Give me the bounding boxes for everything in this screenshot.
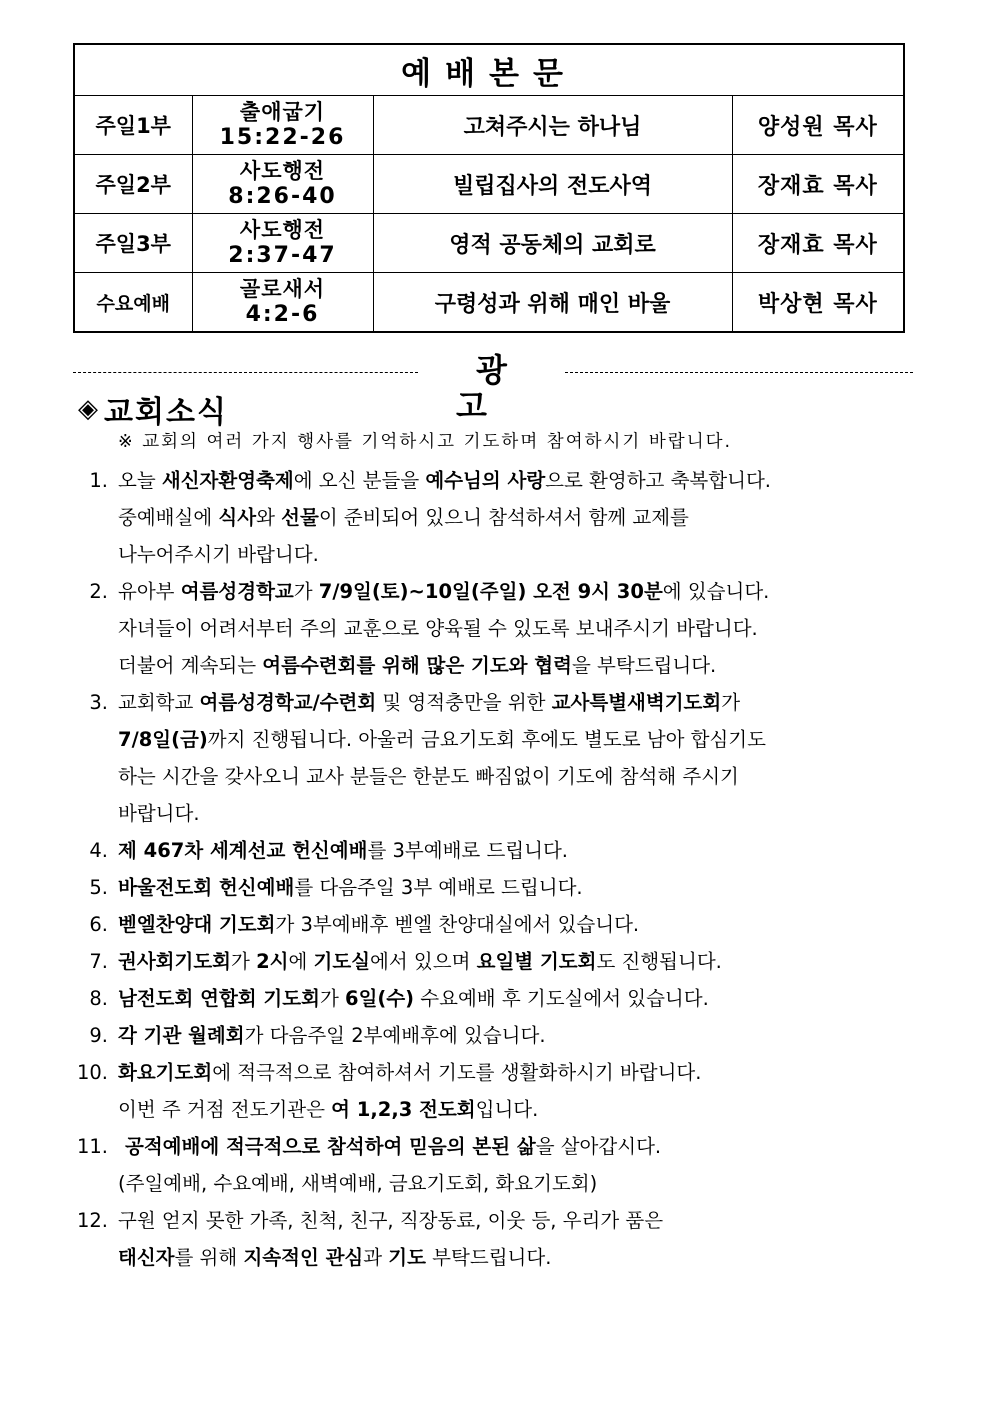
pastor-name: 양성원 목사 — [732, 96, 904, 155]
announcement-text: 화요기도회에 적극적으로 참여하셔서 기도를 생활화하시기 바랍니다. — [118, 1061, 702, 1084]
scripture — [192, 96, 373, 155]
announcement-number: 8. — [89, 987, 108, 1010]
announcement-text: 남전도회 연합회 기도회가 6일(수) 수요예배 후 기도실에서 있습니다. — [118, 987, 709, 1010]
announcement-text: 오늘 새신자환영축제에 오신 분들을 예수님의 사랑으로 환영하고 축복합니다. — [118, 469, 771, 492]
emphasis-text: 여름수련회를 위해 많은 기도와 협력 — [262, 654, 572, 677]
announcement-number: 5. — [89, 876, 108, 899]
emphasis-text: 벧엘찬양대 기도회 — [118, 913, 276, 936]
emphasis-text: 화요기도회 — [118, 1061, 213, 1084]
emphasis-text: 기도실 — [313, 950, 371, 973]
announcement-number: 3. — [89, 691, 108, 714]
scripture-ref: 8:26-40 — [228, 184, 337, 209]
scripture-book: 사도행전 — [239, 218, 326, 242]
emphasis-text: 예수님의 사랑 — [425, 469, 546, 492]
church-news-header — [78, 388, 228, 430]
announcement-line — [0, 499, 900, 536]
announcement-line — [0, 647, 900, 684]
sermon-title: 빌립집사의 전도사역 — [373, 155, 732, 214]
emphasis-text: 여 1,2,3 전도회 — [331, 1098, 476, 1121]
announcement-line — [0, 462, 900, 499]
emphasis-text: 공적예배에 적극적으로 참석하여 믿음의 본된 삶 — [125, 1135, 536, 1158]
announcement-text: 중예배실에 식사와 선물이 준비되어 있으니 참석하셔서 함께 교제를 — [118, 506, 689, 529]
announcement-list — [0, 462, 900, 1276]
emphasis-text: 6일(수) — [345, 987, 415, 1010]
emphasis-text: 여름성경학교/수련회 — [199, 691, 377, 714]
announcement-line — [0, 1017, 900, 1054]
pastor-name: 장재효 목사 — [732, 155, 904, 214]
announcement-text: 바울전도회 헌신예배를 다음주일 3부 예배로 드립니다. — [118, 876, 583, 899]
announcement-text: 각 기관 월례회가 다음주일 2부예배후에 있습니다. — [118, 1024, 546, 1047]
pastor-name: 박상현 목사 — [732, 273, 904, 333]
emphasis-text: 여름성경학교 — [180, 580, 294, 603]
advertisement-heading: 광고 — [456, 351, 547, 425]
service-name: 수요예배 — [74, 273, 192, 333]
sermon-row — [74, 155, 904, 214]
scripture — [192, 155, 373, 214]
announcement-number: 9. — [89, 1024, 108, 1047]
emphasis-text: 식사 — [218, 506, 257, 529]
announcement-number: 1. — [89, 469, 108, 492]
announcement-text: 태신자를 위해 지속적인 관심과 기도 부탁드립니다. — [118, 1246, 552, 1269]
church-news-title: 교회소식 — [104, 395, 228, 430]
emphasis-text: 기도 — [388, 1246, 426, 1269]
announcement-text: 제 467차 세계선교 헌신예배를 3부예배로 드립니다. — [118, 839, 568, 862]
sermon-table — [73, 43, 905, 333]
emphasis-text: 권사회기도회 — [118, 950, 232, 973]
announcement-text: 자녀들이 어려서부터 주의 교훈으로 양육될 수 있도록 보내주시기 바랍니다. — [118, 617, 758, 640]
emphasis-text: 제 467차 세계선교 헌신예배 — [118, 839, 368, 862]
dashed-rule-right — [565, 372, 913, 373]
announcement-text: 유아부 여름성경학교가 7/9일(토)~10일(주일) 오전 9시 30분에 있습니다. — [118, 580, 770, 603]
announcement-text: 교회학교 여름성경학교/수련회 및 영적충만을 위한 교사특별새벽기도회가 — [118, 691, 741, 714]
announcement-line — [0, 758, 900, 795]
sermon-row — [74, 214, 904, 273]
emphasis-text: 남전도회 연합회 기도회 — [118, 987, 320, 1010]
announcement-line — [0, 610, 900, 647]
announcement-line — [0, 906, 900, 943]
sermon-title: 구령성과 위해 매인 바울 — [373, 273, 732, 333]
emphasis-text: 지속적인 관심 — [243, 1246, 364, 1269]
announcement-line — [0, 721, 900, 758]
announcement-text: 더불어 계속되는 여름수련회를 위해 많은 기도와 협력을 부탁드립니다. — [118, 654, 717, 677]
emphasis-text: 요일별 기도회 — [476, 950, 597, 973]
announcement-line — [0, 684, 900, 721]
scripture — [192, 214, 373, 273]
service-name: 주일3부 — [74, 214, 192, 273]
announcement-number: 7. — [89, 950, 108, 973]
announcement-line — [0, 943, 900, 980]
sermon-table-title: 예배본문 — [74, 44, 904, 96]
sermon-title: 영적 공동체의 교회로 — [373, 214, 732, 273]
scripture-ref: 4:2-6 — [245, 302, 320, 327]
announcement-line — [0, 536, 900, 573]
emphasis-text: 태신자 — [118, 1246, 175, 1269]
announcement-number: 6. — [89, 913, 108, 936]
scripture — [192, 273, 373, 333]
announcement-line — [0, 1239, 900, 1276]
announcement-number: 4. — [89, 839, 108, 862]
announcement-text: (주일예배, 수요예배, 새벽예배, 금요기도회, 화요기도회) — [118, 1172, 598, 1195]
announcement-text: 구원 얻지 못한 가족, 친척, 친구, 직장동료, 이웃 등, 우리가 품은 — [118, 1209, 664, 1232]
announcement-text: 이번 주 거점 전도기관은 여 1,2,3 전도회입니다. — [118, 1098, 539, 1121]
announcement-line — [0, 1091, 900, 1128]
announcement-line — [0, 1202, 900, 1239]
service-name: 주일2부 — [74, 155, 192, 214]
announcement-number: 10. — [76, 1061, 108, 1084]
announcement-number: 11. — [76, 1135, 108, 1158]
emphasis-text: 7/9일(토)~10일(주일) 오전 9시 30분 — [318, 580, 663, 603]
announcement-text: 권사회기도회가 2시에 기도실에서 있으며 요일별 기도회도 진행됩니다. — [118, 950, 722, 973]
announcement-text: 나누어주시기 바랍니다. — [118, 543, 319, 566]
announcement-line — [0, 832, 900, 869]
announcement-text: 7/8일(금)까지 진행됩니다. 아울러 금요기도회 후에도 별도로 남아 합심기도 — [118, 728, 766, 751]
announcement-number: 2. — [89, 580, 108, 603]
pastor-name: 장재효 목사 — [732, 214, 904, 273]
scripture-book: 사도행전 — [239, 159, 326, 183]
scripture-book: 골로새서 — [239, 277, 326, 301]
announcement-text: 하는 시간을 갖사오니 교사 분들은 한분도 빠짐없이 기도에 참석해 주시기 — [118, 765, 739, 788]
emphasis-text: 바울전도회 헌신예배 — [118, 876, 295, 899]
emphasis-text: 새신자환영축제 — [161, 469, 294, 492]
announcement-line — [0, 1054, 900, 1091]
announcement-text: 공적예배에 적극적으로 참석하여 믿음의 본된 삶을 살아갑시다. — [125, 1135, 662, 1158]
emphasis-text: 선물 — [281, 506, 319, 529]
sermon-row — [74, 96, 904, 155]
emphasis-text: 7/8일(금) — [118, 728, 208, 751]
sermon-title: 고쳐주시는 하나님 — [373, 96, 732, 155]
announcement-line — [0, 869, 900, 906]
emphasis-text: 2시 — [256, 950, 289, 973]
announcement-line — [0, 573, 900, 610]
announcement-line — [0, 1128, 900, 1165]
scripture-ref: 2:37-47 — [228, 243, 337, 268]
scripture-book: 출애굽기 — [239, 100, 326, 124]
church-news-note: ※ 교회의 여러 가지 행사를 기억하시고 기도하며 참여하시기 바랍니다. — [118, 432, 733, 452]
emphasis-text: 각 기관 월례회 — [118, 1024, 245, 1047]
diamond-icon: ◈ — [78, 394, 98, 424]
scripture-ref: 15:22-26 — [219, 125, 346, 150]
emphasis-text: 교사특별새벽기도회 — [551, 691, 722, 714]
announcement-line — [0, 1165, 900, 1202]
announcement-text: 벧엘찬양대 기도회가 3부예배후 벧엘 찬양대실에서 있습니다. — [118, 913, 640, 936]
announcement-number: 12. — [76, 1209, 108, 1232]
sermon-row — [74, 273, 904, 333]
announcement-line — [0, 795, 900, 832]
announcement-text: 바랍니다. — [118, 802, 200, 825]
dashed-rule-left — [73, 372, 418, 373]
announcement-line — [0, 980, 900, 1017]
service-name: 주일1부 — [74, 96, 192, 155]
